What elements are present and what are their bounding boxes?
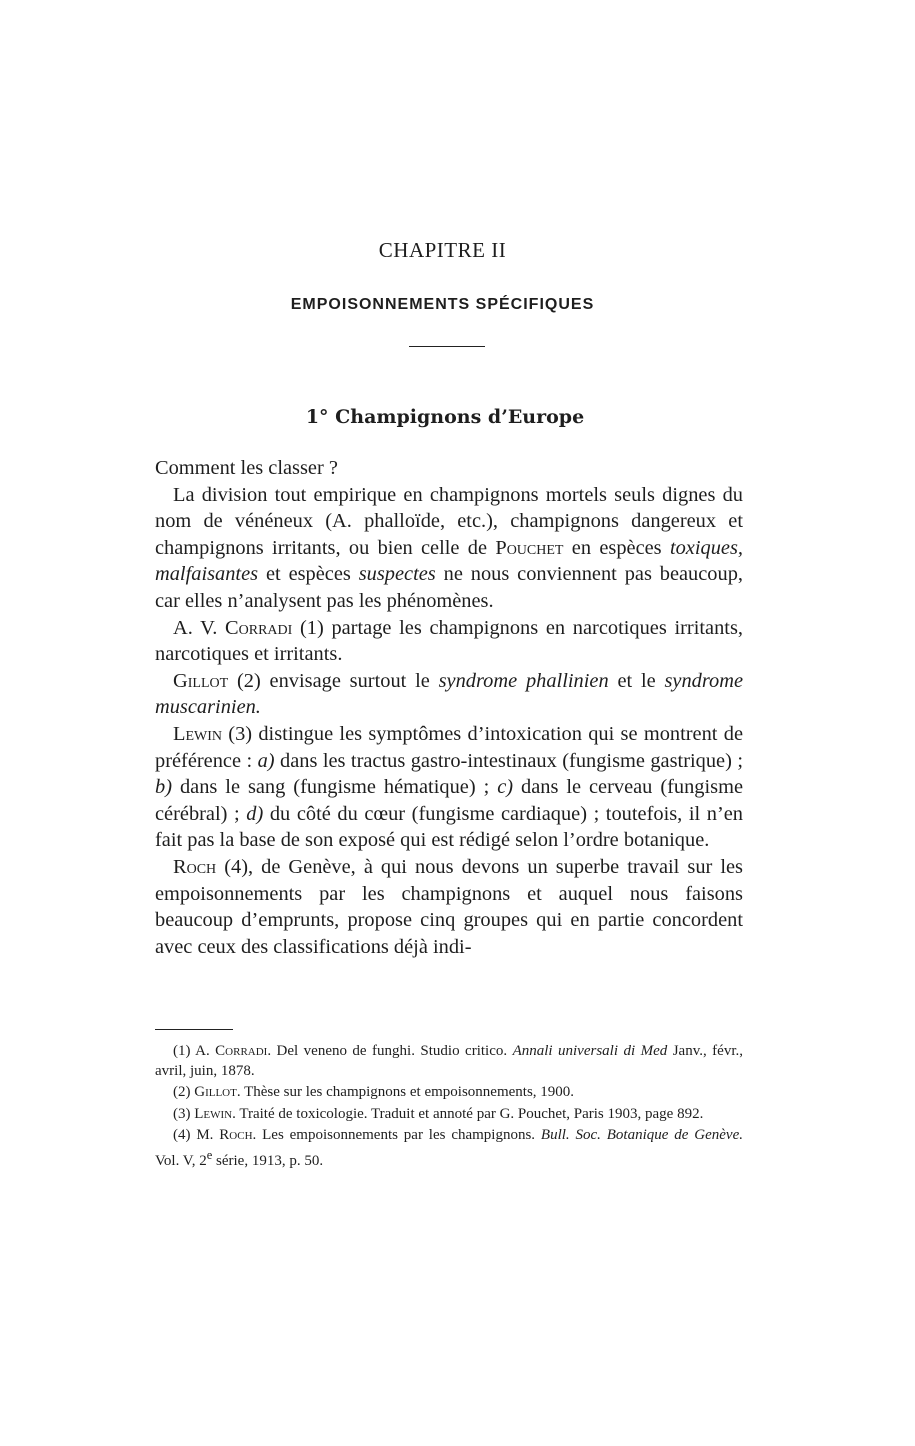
footnote-4 [155, 1126, 743, 1171]
fn4-text-a: . Les empoisonnements par les champignons. [252, 1127, 541, 1143]
p5-text-c: dans le sang (fungisme hématique) ; [172, 776, 498, 799]
p2-text-a: La division tout empirique en champignons mortels seuls dignes du nom de vénéneux (A. phalloïde, etc.), champignons dangereux et champignons irritants, ou bien celle de [155, 483, 743, 559]
p5-text-b: dans les tractus gastro-intestinaux (fungisme gastrique) ; [274, 749, 743, 772]
fn3-prefix: (3) [173, 1105, 195, 1122]
p2-text-b: en espèces [563, 536, 670, 559]
section-heading: 1° Champignons d’Europe [305, 406, 585, 428]
paragraph-4 [155, 668, 743, 721]
p2-text-d: ne nous conviennent pas beaucoup, car elles n’analysent pas les phénomènes. [155, 563, 743, 612]
p5-item-c: c) [497, 776, 514, 799]
author-name: Lewin [173, 722, 222, 745]
p4-text-b: et le [608, 669, 665, 692]
author-name: Gillot [173, 669, 229, 692]
p3-prefix: A. V. [173, 616, 226, 639]
paragraph-1: Comment les classer ? [155, 457, 338, 479]
fn3-text: . Traité de toxicologie. Traduit et annoté par G. Pouchet, Paris 1903, page 892. [232, 1105, 704, 1122]
author-name: Pouchet [495, 536, 564, 559]
p2-text-c: et espèces [258, 563, 359, 586]
author-name: Roch [219, 1127, 253, 1143]
author-name: Lewin [194, 1105, 233, 1122]
p5-text-a: (3) distingue les symptômes d’intoxication qui se montrent de préférence : [155, 722, 743, 772]
fn2-text: . Thèse sur les champignons et empoisonnements, 1900. [236, 1084, 575, 1100]
author-name: Corradi [225, 616, 293, 639]
author-name: Corradi [215, 1043, 268, 1059]
chapter-subtitle: EMPOISONNEMENTS SPÉCIFIQUES [290, 296, 595, 313]
author-name: Gillot [194, 1084, 237, 1100]
p2-italic-2: suspectes [358, 563, 436, 586]
footnotes [155, 1042, 743, 1173]
paragraph-3 [155, 615, 743, 668]
footnote-1 [155, 1042, 743, 1081]
paragraph-6 [155, 854, 743, 960]
fn1-text-a: . Del veneno de funghi. Studio critico. [267, 1043, 513, 1059]
author-name: Roch [173, 855, 217, 878]
heading-rule [409, 346, 485, 347]
p4-text-a: (2) envisage surtout le [228, 669, 439, 692]
fn4-text-c: série, 1913, p. 50. [212, 1152, 324, 1169]
fn1-text-b: Janv., févr., avril, juin, 1878. [155, 1043, 743, 1079]
p6-text: (4), de Genève, à qui nous devons un superbe travail sur les empoisonnements par les champignons et auquel nous faisons beaucoup d’emprunts, propose cinq groupes qui en partie concordent avec ceux des classifications déjà indi- [155, 855, 743, 958]
footnote-3 [155, 1105, 743, 1125]
p3-text: (1) partage les champignons en narcotiques irritants, narcotiques et irritants. [155, 616, 743, 666]
footnote-2 [155, 1083, 743, 1103]
fn4-text-b: Vol. V, 2 [155, 1152, 207, 1169]
fn4-italic: Bull. Soc. Botanique de Genève. [540, 1127, 743, 1143]
fn4-superscript: e [206, 1147, 213, 1162]
p5-item-a: a) [257, 749, 275, 772]
p4-italic-2: syndrome muscarinien. [155, 669, 743, 719]
p4-italic-1: syndrome phallinien [438, 669, 609, 692]
fn2-prefix: (2) [173, 1084, 195, 1100]
fn4-prefix: (4) M. [173, 1127, 220, 1143]
p5-text-d: dans le cerveau (fungisme cérébral) ; [155, 776, 744, 825]
fn1-prefix: (1) A. [173, 1043, 216, 1059]
chapter-heading: CHAPITRE II [378, 238, 507, 262]
p2-italic-1: toxiques, malfaisantes [155, 536, 743, 586]
p5-text-e: du côté du cœur (fungisme cardiaque) ; toutefois, il n’en fait pas la base de son exposé qui est rédigé selon l’ordre botanique. [155, 802, 743, 852]
paragraph-2 [155, 482, 743, 615]
p5-item-b: b) [155, 776, 172, 799]
fn1-italic: Annali universali di Med [512, 1043, 668, 1059]
p5-item-d: d) [246, 802, 264, 825]
footnote-rule [155, 1029, 233, 1030]
body-text [155, 455, 743, 960]
paragraph-5 [155, 721, 743, 854]
